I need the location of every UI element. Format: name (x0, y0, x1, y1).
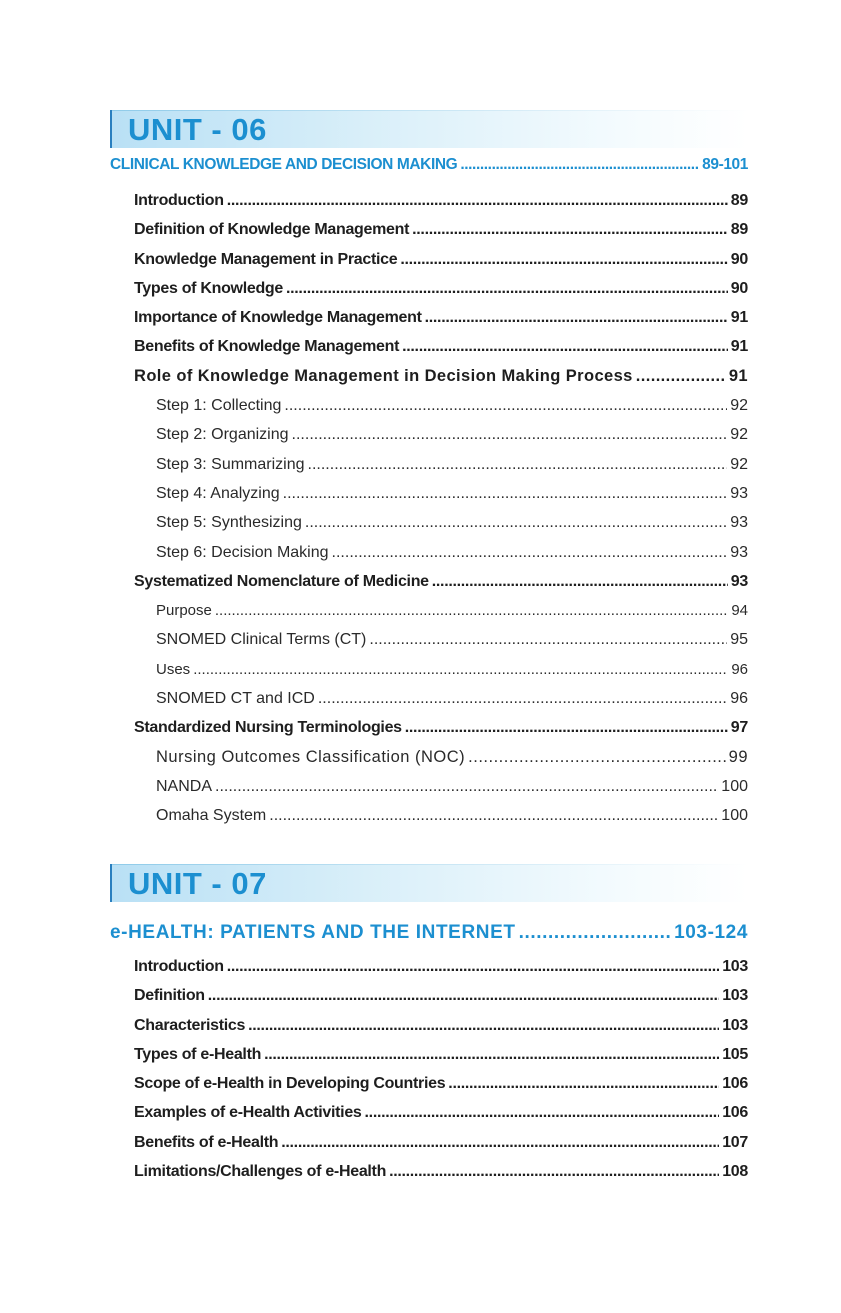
dot-leader (365, 1098, 720, 1127)
dot-leader (264, 1040, 719, 1069)
dot-leader (412, 215, 728, 244)
dot-leader (248, 1011, 719, 1040)
toc-subentry[interactable] (110, 538, 748, 567)
toc-subentry[interactable] (110, 596, 748, 625)
toc-entry-page: 96 (730, 690, 748, 708)
toc-entry[interactable] (110, 567, 748, 596)
toc-entry-title: Types of Knowledge (134, 279, 283, 297)
unit-06-toc (110, 186, 748, 831)
dot-leader (460, 156, 699, 174)
toc-entry-title: Definition (134, 987, 205, 1005)
toc-entry-title: Step 3: Summarizing (156, 455, 305, 473)
toc-entry-page: 100 (721, 807, 748, 825)
toc-entry[interactable] (110, 186, 748, 215)
dot-leader (269, 801, 718, 830)
dot-leader (227, 186, 728, 215)
toc-entry-page: 92 (730, 455, 748, 473)
dot-leader (193, 655, 728, 684)
toc-entry-title: Examples of e-Health Activities (134, 1104, 362, 1122)
toc-entry-page: 93 (730, 484, 748, 502)
toc-entry-page: 91 (730, 338, 748, 356)
toc-entry-page: 106 (722, 1075, 748, 1093)
toc-entry-title: SNOMED CT and ICD (156, 690, 315, 708)
dot-leader (369, 625, 727, 654)
dot-leader (283, 479, 728, 508)
toc-entry-page: 91 (730, 309, 748, 327)
toc-entry-page: 89 (730, 192, 748, 209)
chapter-07-heading[interactable] (110, 922, 748, 944)
toc-entry-title: Role of Knowledge Management in Decision Making Process (134, 366, 633, 385)
toc-entry-title: Omaha System (156, 807, 267, 825)
toc-entry-page: 92 (730, 397, 748, 415)
toc-entry-page: 107 (722, 1133, 748, 1151)
dot-leader (215, 596, 728, 625)
toc-entry[interactable] (110, 952, 748, 981)
unit-07-section (110, 864, 748, 1186)
unit-07-title: UNIT - 07 (128, 866, 267, 901)
toc-entry-page: 108 (722, 1163, 748, 1181)
toc-entry-page: 94 (731, 602, 748, 620)
toc-entry-title: Characteristics (134, 1016, 246, 1034)
toc-entry-page: 90 (730, 279, 748, 297)
toc-entry-page: 103 (722, 1016, 748, 1034)
dot-leader (318, 684, 727, 713)
dot-leader (286, 274, 728, 303)
toc-entry-title: Step 6: Decision Making (156, 543, 329, 561)
toc-entry[interactable] (110, 1011, 748, 1040)
toc-subentry[interactable] (110, 772, 748, 801)
toc-entry-page: 97 (730, 719, 748, 737)
toc-entry-page: 93 (730, 514, 748, 532)
toc-entry-title: Uses (156, 660, 191, 678)
toc-entry[interactable] (110, 332, 748, 361)
toc-entry-title: NANDA (156, 777, 213, 795)
unit-07-toc (110, 952, 748, 1186)
toc-subentry[interactable] (110, 684, 748, 713)
toc-entry-title: Types of e-Health (134, 1045, 262, 1063)
dot-leader (284, 391, 727, 420)
toc-entry-title: Knowledge Management in Practice (134, 250, 398, 268)
toc-entry-page: 106 (722, 1104, 748, 1122)
toc-entry-title: Step 1: Collecting (156, 397, 282, 415)
toc-entry-page: 90 (730, 250, 748, 268)
unit-07-banner (110, 864, 748, 902)
toc-entry-title: Systematized Nomenclature of Medicine (134, 572, 429, 590)
toc-entry-page: 91 (728, 366, 748, 385)
dot-leader (208, 981, 719, 1010)
toc-entry-title: Benefits of Knowledge Management (134, 338, 400, 356)
dot-leader (227, 952, 719, 981)
toc-entry-page: 92 (730, 426, 748, 444)
toc-entry-title: SNOMED Clinical Terms (CT) (156, 631, 367, 649)
toc-entry-page: 99 (728, 747, 748, 766)
toc-entry-page: 93 (730, 543, 748, 561)
toc-entry-title: Benefits of e-Health (134, 1133, 279, 1151)
dot-leader (519, 922, 671, 944)
dot-leader (425, 303, 728, 332)
toc-entry[interactable] (110, 215, 748, 244)
toc-entry-title: Importance of Knowledge Management (134, 309, 422, 327)
dot-leader (308, 450, 728, 479)
toc-entry[interactable] (110, 274, 748, 303)
toc-subentry[interactable] (110, 508, 748, 537)
dot-leader (332, 538, 728, 567)
toc-entry[interactable] (110, 1157, 748, 1186)
toc-subentry[interactable] (110, 655, 748, 684)
toc-entry-title: Step 5: Synthesizing (156, 514, 302, 532)
toc-entry-page: 103 (722, 987, 748, 1005)
dot-leader (400, 245, 727, 274)
toc-entry-title: Step 2: Organizing (156, 426, 289, 444)
toc-entry[interactable] (110, 362, 748, 391)
chapter-07-title: e-HEALTH: PATIENTS AND THE INTERNET (110, 922, 516, 943)
toc-entry-title: Limitations/Challenges of e-Health (134, 1163, 387, 1181)
toc-subentry[interactable] (110, 801, 748, 830)
toc-entry-title: Purpose (156, 602, 212, 620)
dot-leader (292, 420, 728, 449)
toc-entry[interactable] (110, 1098, 748, 1127)
toc-entry-title: Nursing Outcomes Classification (NOC) (156, 747, 466, 766)
toc-entry-page: 96 (731, 660, 748, 678)
toc-entry-title: Scope of e-Health in Developing Countries (134, 1075, 446, 1093)
dot-leader (215, 772, 718, 801)
chapter-06-pages: 89-101 (702, 156, 748, 173)
dot-leader (281, 1128, 719, 1157)
toc-entry-title: Introduction (134, 958, 224, 975)
dot-leader (468, 743, 725, 772)
chapter-07-pages: 103-124 (674, 922, 748, 943)
toc-entry[interactable] (110, 1128, 748, 1157)
toc-entry[interactable] (110, 713, 748, 742)
toc-entry[interactable] (110, 1040, 748, 1069)
unit-06-title: UNIT - 06 (128, 112, 267, 147)
toc-entry[interactable] (110, 303, 748, 332)
toc-subentry[interactable] (110, 450, 748, 479)
toc-entry-title: Step 4: Analyzing (156, 484, 280, 502)
dot-leader (405, 713, 728, 742)
toc-subentry[interactable] (110, 391, 748, 420)
dot-leader (432, 567, 728, 596)
toc-entry-page: 103 (722, 958, 748, 975)
dot-leader (305, 508, 727, 537)
toc-entry-page: 100 (721, 777, 748, 795)
toc-entry-title: Standardized Nursing Terminologies (134, 719, 402, 737)
unit-06-section (110, 110, 748, 831)
unit-06-banner (110, 110, 748, 148)
toc-entry[interactable] (110, 981, 748, 1010)
toc-entry-page: 105 (722, 1045, 748, 1063)
toc-subentry[interactable] (110, 420, 748, 449)
toc-subentry[interactable] (110, 743, 748, 772)
dot-leader (636, 362, 726, 391)
toc-subentry[interactable] (110, 625, 748, 654)
toc-entry-page: 93 (730, 572, 748, 590)
chapter-06-heading[interactable] (110, 156, 748, 174)
toc-entry-title: Definition of Knowledge Management (134, 221, 410, 239)
toc-entry-title: Introduction (134, 192, 224, 209)
chapter-06-title: CLINICAL KNOWLEDGE AND DECISION MAKING (110, 156, 458, 173)
toc-entry-page: 95 (730, 631, 748, 649)
toc-subentry[interactable] (110, 479, 748, 508)
dot-leader (402, 332, 728, 361)
toc-entry-page: 89 (730, 221, 748, 239)
dot-leader (448, 1069, 719, 1098)
toc-entry[interactable] (110, 245, 748, 274)
toc-entry[interactable] (110, 1069, 748, 1098)
dot-leader (389, 1157, 719, 1186)
